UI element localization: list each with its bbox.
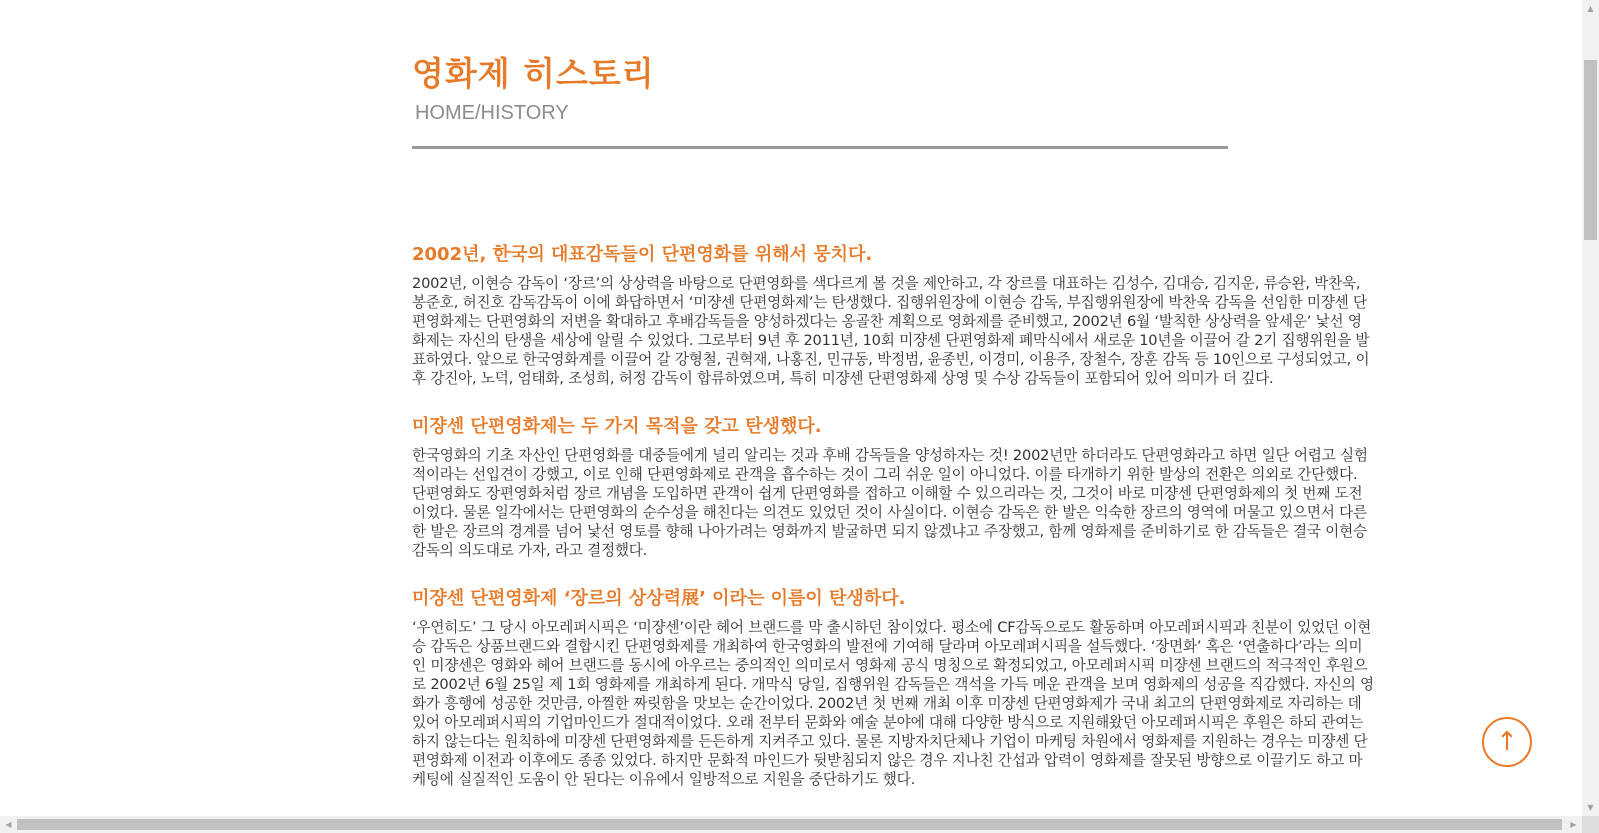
scroll-down-arrow-icon[interactable]: ▼ xyxy=(1587,803,1594,812)
scroll-to-top-button[interactable] xyxy=(1482,717,1532,767)
history-content xyxy=(412,242,1374,815)
section-heading: 미쟝센 단편영화제는 두 가지 목적을 갖고 탄생했다. xyxy=(412,416,822,437)
history-section xyxy=(412,242,1374,388)
section-heading: 2002년, 한국의 대표감독들이 단편영화를 위해서 뭉치다. xyxy=(412,244,873,265)
section-heading: 미쟝센 단편영화제 ‘장르의 상상력展’ 이라는 이름이 탄생하다. xyxy=(412,588,906,609)
header-divider xyxy=(412,146,1228,149)
arrow-up-icon: ↑ xyxy=(1496,727,1518,757)
history-section xyxy=(412,414,1374,560)
section-body: 2002년, 이현승 감독이 ‘장르’의 상상력을 바탕으로 단편영화를 색다르게 볼 것을 제안하고, 각 장르를 대표하는 김성수, 김대승, 김지운, 류승완, 박찬욱, 봉준호, 허진호 감독감독이 이에 화답하면서 ‘미쟝센 단편영화제’는 탄생했다. 집행위원장에 이현승 감독, 부집행위원장에 박찬욱 감독을 선임한 미쟝센 단편영화제는 단편영화의 저변을 확대하고 후배감독들을 양성하겠다는 옹골찬 계획으로 영화제를 준비했고, 2002년 6월 ‘발칙한 상상력을 앞세운’ 낯선 영화제는 자신의 탄생을 세상에 알릴 수 있었다. 그로부터 9년 후 2011년, 10회 미쟝센 단편영화제 폐막식에서 새로운 10년을 이끌어 갈 2기 집행위원을 발표하였다. 앞으로 한국영화계를 이끌어 갈 강형철, 권혁재, 나홍진, 민규동, 박정범, 윤종빈, 이경미, 이용주, 장철수, 장훈 감독 등 10인으로 구성되었고, 이 후 강진아, 노덕, 엄태화, 조성희, 허정 감독이 합류하였으며, 특히 미쟝센 단편영화제 상영 및 수상 감독들이 포함되어 있어 의미가 더 깊다. xyxy=(412,275,1370,387)
horizontal-scrollbar[interactable] xyxy=(0,816,1582,833)
vertical-scrollbar[interactable] xyxy=(1582,0,1599,816)
section-body: 한국영화의 기초 자산인 단편영화를 대중들에게 널리 알리는 것과 후배 감독들을 양성하자는 것! 2002년만 하더라도 단편영화라고 하면 일단 어렵고 실험적이라는 선입견이 강했고, 이로 인해 단편영화제로 관객을 흡수하는 것이 그리 쉬운 일이 아니었다. 이를 타개하기 위한 발상의 전환은 의외로 간단했다. 단편영화도 장편영화처럼 장르 개념을 도입하면 관객이 쉽게 단편영화를 접하고 이해할 수 있으리라는 것, 그것이 바로 미쟝센 단편영화제의 첫 번째 도전이었다. 물론 일각에서는 단편영화의 순수성을 해친다는 의견도 있었던 것이 사실이다. 이현승 감독은 한 발은 익숙한 장르의 영역에 머물고 있으면서 다른 한 발은 장르의 경계를 넘어 낯선 영토를 향해 나아가려는 영화까지 발굴하면 되지 않겠냐고 주장했고, 함께 영화제를 준비하기로 한 감독들은 결국 이현승 감독의 의도대로 가자, 라고 결정했다. xyxy=(412,447,1368,559)
horizontal-scrollbar-thumb[interactable] xyxy=(17,819,1562,830)
vertical-scrollbar-thumb[interactable] xyxy=(1584,60,1597,240)
scroll-up-arrow-icon[interactable]: ▲ xyxy=(1587,4,1594,13)
scroll-left-arrow-icon[interactable]: ◀ xyxy=(5,820,12,829)
breadcrumb: HOME/HISTORY xyxy=(415,102,569,124)
page-header xyxy=(412,52,1228,126)
history-section xyxy=(412,586,1374,789)
scrollbar-corner xyxy=(1582,816,1599,833)
section-body: ‘우연히도’ 그 당시 아모레퍼시픽은 ‘미쟝센’이란 헤어 브랜드를 막 출시하던 참이었다. 평소에 CF감독으로도 활동하며 아모레퍼시픽과 친분이 있었던 이현승 감독은 상품브랜드와 결합시킨 단편영화제를 개최하여 한국영화의 발전에 기여해 달라며 아모레퍼시픽을 설득했다. ‘장면화’ 혹은 ‘연출하다’라는 의미인 미쟝센은 영화와 헤어 브랜드를 동시에 아우르는 중의적인 의미로서 영화제 공식 명칭으로 확정되었고, 아모레퍼시픽 미쟝센 브랜드의 적극적인 후원으로 2002년 6월 25일 제 1회 영화제를 개최하게 된다. 개막식 당일, 집행위원 감독들은 객석을 가득 메운 관객을 보며 영화제의 성공을 직감했다. 자신의 영화가 흥행에 성공한 것만큼, 아찔한 짜릿함을 맛보는 순간이었다. 2002년 첫 번째 개최 이후 미쟝센 단편영화제가 국내 최고의 단편영화제로 자리하는 데 있어 아모레퍼시픽의 기업마인드가 절대적이었다. 오래 전부터 문화와 예술 분야에 대해 다양한 방식으로 지원해왔던 아모레퍼시픽은 후원은 하되 관여는 하지 않는다는 원칙하에 미쟝센 단편영화제를 든든하게 지켜주고 있다. 물론 지방자치단체나 기업이 마케팅 차원에서 영화제를 지원하는 경우는 미쟝센 단편영화제 이전과 이후에도 종종 있었다. 하지만 문화적 마인드가 뒷받침되지 않은 경우 지나친 간섭과 압력이 영화제를 잘못된 방향으로 이끌기도 하고 마케팅에 실질적인 도움이 안 된다는 이유에서 일방적으로 지원을 중단하기도 했다. xyxy=(412,619,1374,788)
scroll-right-arrow-icon[interactable]: ▶ xyxy=(1570,820,1577,829)
page-title: 영화제 히스토리 xyxy=(412,54,655,93)
